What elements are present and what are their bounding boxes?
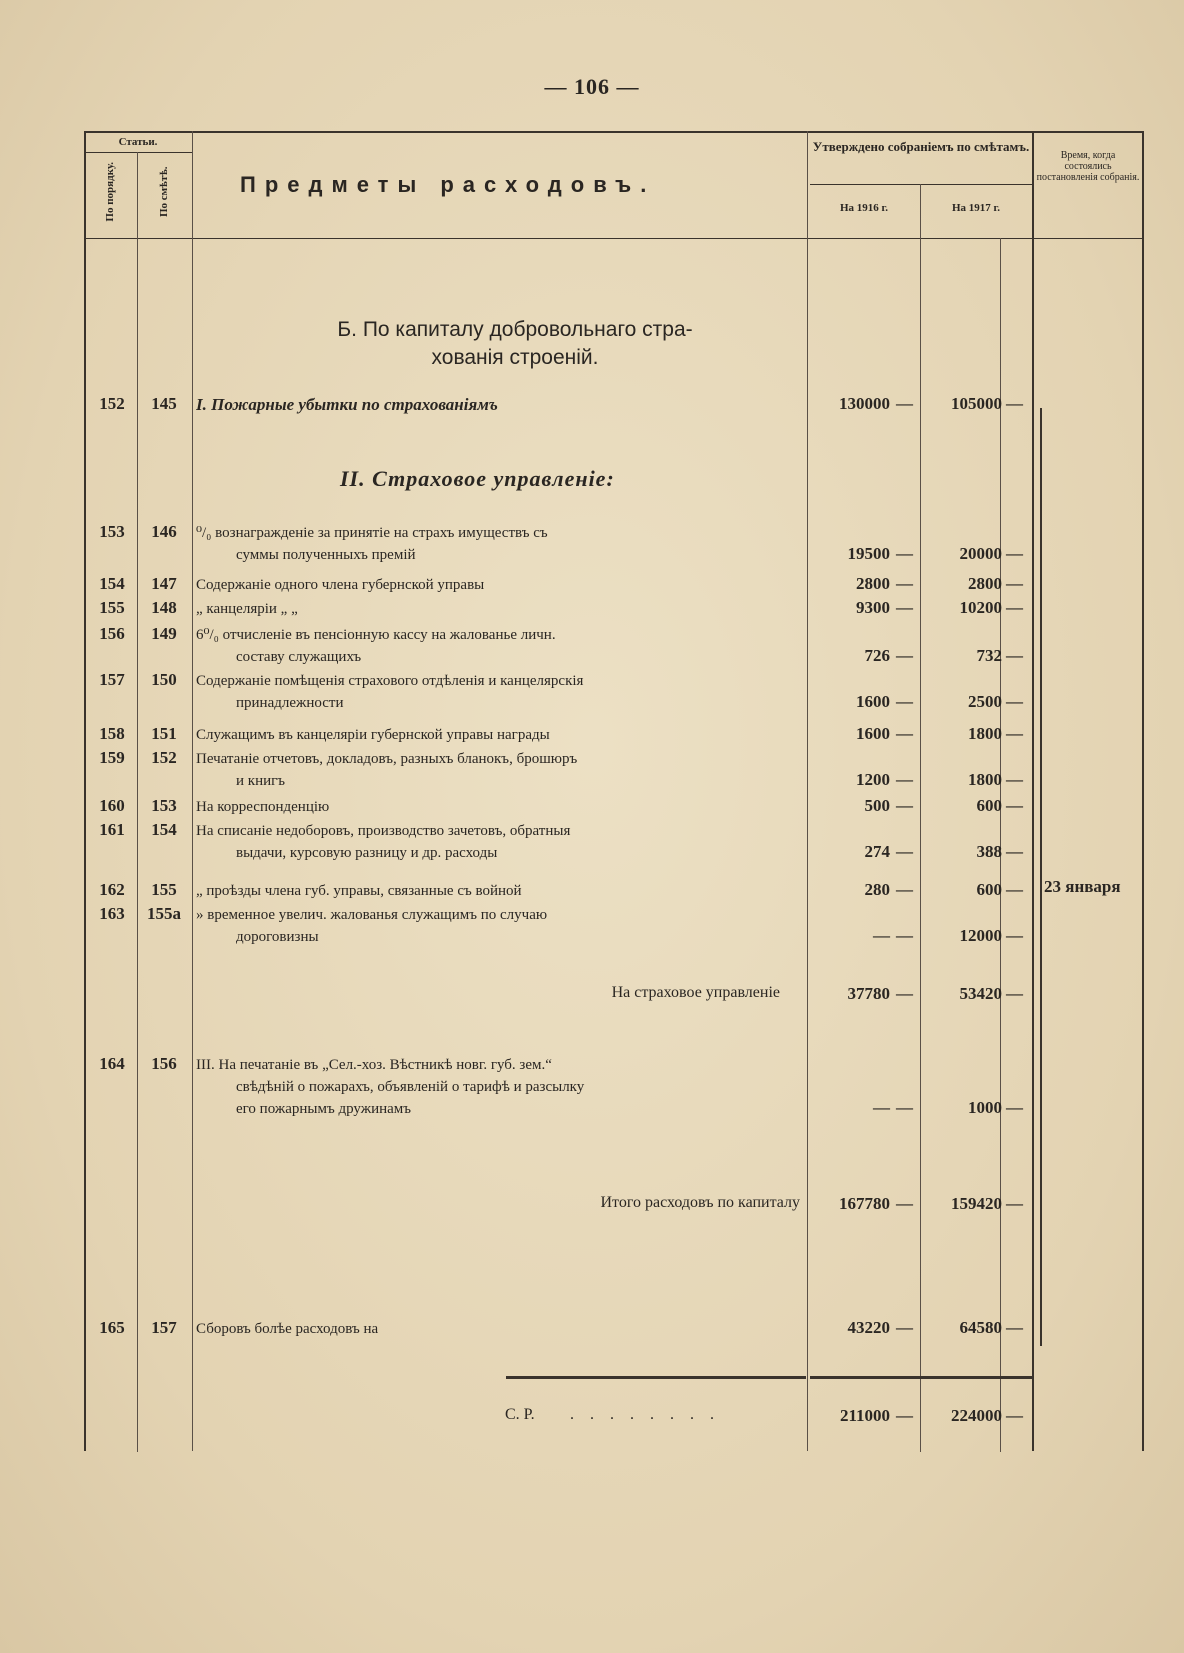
row-estimate-number: 152 — [151, 748, 177, 767]
row-value-1916: 9300 — [856, 598, 890, 617]
row-description-line: суммы полученныхъ премій — [236, 547, 416, 563]
dash: — — [1006, 544, 1023, 563]
row-description — [196, 522, 796, 566]
row-description — [196, 1318, 796, 1340]
row-description-line: ⁰/₀ вознагражденіе за принятіе на страхъ имуществъ съ — [196, 525, 548, 541]
row-order-number: 152 — [99, 394, 125, 413]
dash: — — [1006, 394, 1023, 413]
row-estimate-number: 153 — [151, 796, 177, 815]
row-value-1917: 1000 — [968, 1098, 1002, 1117]
row-description-line: Служащимъ въ канцеляріи губернской управы награды — [196, 727, 550, 743]
articles-rule — [84, 152, 192, 153]
col-divider-1916 — [920, 184, 921, 1452]
dash: — — [1006, 796, 1023, 815]
row-description — [196, 624, 796, 668]
col-divider-text — [807, 131, 808, 1451]
row-value-1916: 19500 — [847, 544, 890, 563]
dash: — — [1006, 880, 1023, 899]
dash: — — [1006, 692, 1023, 711]
row-description-line: „ канцеляріи „ „ — [196, 601, 298, 617]
row-value-1916: 274 — [864, 842, 890, 861]
row-value-1917: 10200 — [959, 598, 1002, 617]
row-value-1917: 20000 — [959, 544, 1002, 563]
col-divider-est — [192, 131, 193, 1451]
approved-rule — [810, 184, 1032, 185]
row-description — [196, 748, 796, 792]
dash: — — [896, 646, 913, 665]
row-value-1916: 43220 — [847, 1318, 890, 1337]
dash: — — [1006, 724, 1023, 743]
row-description-line: его пожарнымъ дружинамъ — [236, 1101, 412, 1117]
row-description-line: 6⁰/₀ отчисленіе въ пенсіонную кассу на жалованье личн. — [196, 627, 556, 643]
row-description-line: На корреспонденцію — [196, 799, 330, 815]
table-top-rule — [84, 131, 1144, 133]
subsection-title: II. Страховое управленіе: — [340, 466, 615, 491]
row-order-number: 159 — [99, 748, 125, 767]
row-value-1916: 280 — [864, 880, 890, 899]
row-value-1916: 130000 — [839, 394, 890, 413]
left-frame — [84, 131, 86, 1451]
row-description-line: составу служащихъ — [236, 649, 362, 665]
header-bottom-rule — [84, 238, 1144, 239]
row-description-line: и книгъ — [236, 773, 286, 789]
row-description — [196, 394, 796, 416]
row-value-1917: 64580 — [959, 1318, 1002, 1337]
header-approved: Утверждено собраніемъ по смѣтамъ. — [812, 139, 1030, 154]
row-description — [196, 724, 796, 746]
row-order-number: 165 — [99, 1318, 125, 1337]
leader-dots: . . . . . . . . — [570, 1406, 720, 1423]
row-order-number: 155 — [99, 598, 125, 617]
right-frame — [1142, 131, 1144, 1451]
dash: — — [896, 880, 913, 899]
dash: — — [1006, 1194, 1023, 1213]
row-order-number: 162 — [99, 880, 125, 899]
page-number: — 106 — — [544, 74, 640, 99]
total-label: Итого расходовъ по капиталу — [600, 1194, 800, 1211]
row-description-line: дороговизны — [236, 929, 319, 945]
row-estimate-number: 151 — [151, 724, 177, 743]
grand-rule-left — [506, 1376, 806, 1379]
row-description-line: выдачи, курсовую разницу и др. расходы — [236, 845, 498, 861]
dash: — — [896, 692, 913, 711]
row-value-1916: 1600 — [856, 724, 890, 743]
decision-bracket — [1040, 408, 1042, 1346]
total-1917: 159420 — [951, 1194, 1002, 1213]
dash: — — [1006, 1406, 1023, 1425]
row-description — [196, 670, 796, 714]
subtotal-label: На страховое управленіе — [611, 984, 780, 1001]
row-estimate-number: 150 — [151, 670, 177, 689]
row-value-1917: 1800 — [968, 724, 1002, 743]
row-value-1917: 2800 — [968, 574, 1002, 593]
dash: — — [896, 770, 913, 789]
dash: — — [1006, 926, 1023, 945]
row-description — [196, 1054, 796, 1120]
row-description-line: принадлежности — [236, 695, 344, 711]
grand-1917: 224000 — [951, 1406, 1002, 1425]
row-estimate-number: 157 — [151, 1318, 177, 1337]
row-estimate-number: 148 — [151, 598, 177, 617]
dash: — — [896, 724, 913, 743]
row-value-1916: 726 — [864, 646, 890, 665]
dash: — — [1006, 842, 1023, 861]
row-estimate-number: 145 — [151, 394, 177, 413]
row-description — [196, 574, 796, 596]
row-value-1916: 2800 — [856, 574, 890, 593]
row-description — [196, 820, 796, 864]
grand-1916: 211000 — [839, 1406, 890, 1425]
row-description-line: Содержаніе одного члена губернской управы — [196, 577, 485, 593]
subtotal-1916: 37780 — [847, 984, 890, 1003]
row-order-number: 158 — [99, 724, 125, 743]
row-order-number: 164 — [99, 1054, 125, 1073]
header-time: Время, когда состоялись постановленія собранія. — [1036, 150, 1140, 183]
row-order-number: 160 — [99, 796, 125, 815]
dash: — — [896, 574, 913, 593]
grand-label: С. Р. — [505, 1406, 535, 1423]
row-value-1916: 1200 — [856, 770, 890, 789]
dash: — — [1006, 1318, 1023, 1337]
row-order-number: 153 — [99, 522, 125, 541]
header-by-estimate: По смѣтѣ. — [158, 166, 171, 218]
dash: — — [896, 926, 913, 945]
row-description — [196, 796, 796, 818]
row-description-line: Сборовъ болѣе расходовъ на — [196, 1321, 379, 1337]
dash: — — [896, 796, 913, 815]
subtotal-1917: 53420 — [959, 984, 1002, 1003]
dash: — — [896, 1098, 913, 1117]
row-description-line: Содержаніе помѣщенія страхового отдѣленія и канцелярскія — [196, 673, 584, 689]
row-order-number: 161 — [99, 820, 125, 839]
header-year-1916: На 1916 г. — [839, 202, 889, 214]
row-order-number: 154 — [99, 574, 125, 593]
row-value-1917: 388 — [976, 842, 1002, 861]
section-title-line-2: хованія строеній. — [431, 346, 599, 370]
row-value-1917: 12000 — [959, 926, 1002, 945]
dash: — — [896, 842, 913, 861]
section-title — [255, 316, 775, 373]
dash: — — [896, 1194, 913, 1213]
dash: — — [1006, 574, 1023, 593]
header-year-1917: На 1917 г. — [951, 202, 1001, 214]
section-title-line-1: Б. По капиталу добровольнаго стра- — [337, 318, 693, 341]
row-description-line: „ проѣзды члена губ. управы, связанные съ войной — [196, 883, 522, 899]
row-description — [196, 880, 796, 902]
row-value-1916: — — [873, 1098, 890, 1117]
row-estimate-number: 156 — [151, 1054, 177, 1073]
row-value-1916: — — [873, 926, 890, 945]
row-description-line: I. Пожарные убытки по страхованіямъ — [196, 395, 498, 414]
grand-rule-right — [810, 1376, 1032, 1379]
row-value-1917: 732 — [976, 646, 1002, 665]
dash: — — [1006, 598, 1023, 617]
row-value-1917: 105000 — [951, 394, 1002, 413]
dash: — — [1006, 1098, 1023, 1117]
header-by-order: По порядку. — [104, 161, 117, 222]
row-description — [196, 904, 796, 948]
row-order-number: 163 — [99, 904, 125, 923]
dash: — — [896, 394, 913, 413]
row-order-number: 156 — [99, 624, 125, 643]
row-estimate-number: 154 — [151, 820, 177, 839]
row-description-line: свѣдѣній о пожарахъ, объявленій о тарифѣ и разсылку — [236, 1079, 585, 1095]
row-estimate-number: 146 — [151, 522, 177, 541]
row-value-1916: 500 — [864, 796, 890, 815]
row-description — [196, 598, 796, 620]
row-description-line: III. На печатаніе въ „Сел.-хоз. Вѣстникѣ новг. губ. зем.“ — [196, 1057, 552, 1073]
header-articles: Статьи. — [118, 136, 158, 148]
decision-date: 23 января — [1044, 877, 1121, 896]
row-estimate-number: 155 — [151, 880, 177, 899]
dash: — — [896, 1318, 913, 1337]
row-value-1916: 1600 — [856, 692, 890, 711]
row-order-number: 157 — [99, 670, 125, 689]
header-subject: Предметы расходовъ. — [240, 172, 656, 197]
row-estimate-number: 155а — [147, 904, 181, 923]
row-value-1917: 1800 — [968, 770, 1002, 789]
row-description-line: » временное увелич. жалованья служащимъ по случаю — [196, 907, 548, 923]
row-value-1917: 2500 — [968, 692, 1002, 711]
dash: — — [896, 544, 913, 563]
row-estimate-number: 147 — [151, 574, 177, 593]
dash: — — [896, 1406, 913, 1425]
total-1916: 167780 — [839, 1194, 890, 1213]
dash: — — [1006, 770, 1023, 789]
row-value-1917: 600 — [976, 880, 1002, 899]
row-description-line: На списаніе недоборовъ, производство зачетовъ, обратныя — [196, 823, 571, 839]
dash: — — [1006, 984, 1023, 1003]
dash: — — [896, 984, 913, 1003]
row-value-1917: 600 — [976, 796, 1002, 815]
col-divider-1917 — [1032, 131, 1034, 1451]
row-estimate-number: 149 — [151, 624, 177, 643]
row-description-line: Печатаніе отчетовъ, докладовъ, разныхъ бланокъ, брошюръ — [196, 751, 578, 767]
dash: — — [1006, 646, 1023, 665]
dash: — — [896, 598, 913, 617]
